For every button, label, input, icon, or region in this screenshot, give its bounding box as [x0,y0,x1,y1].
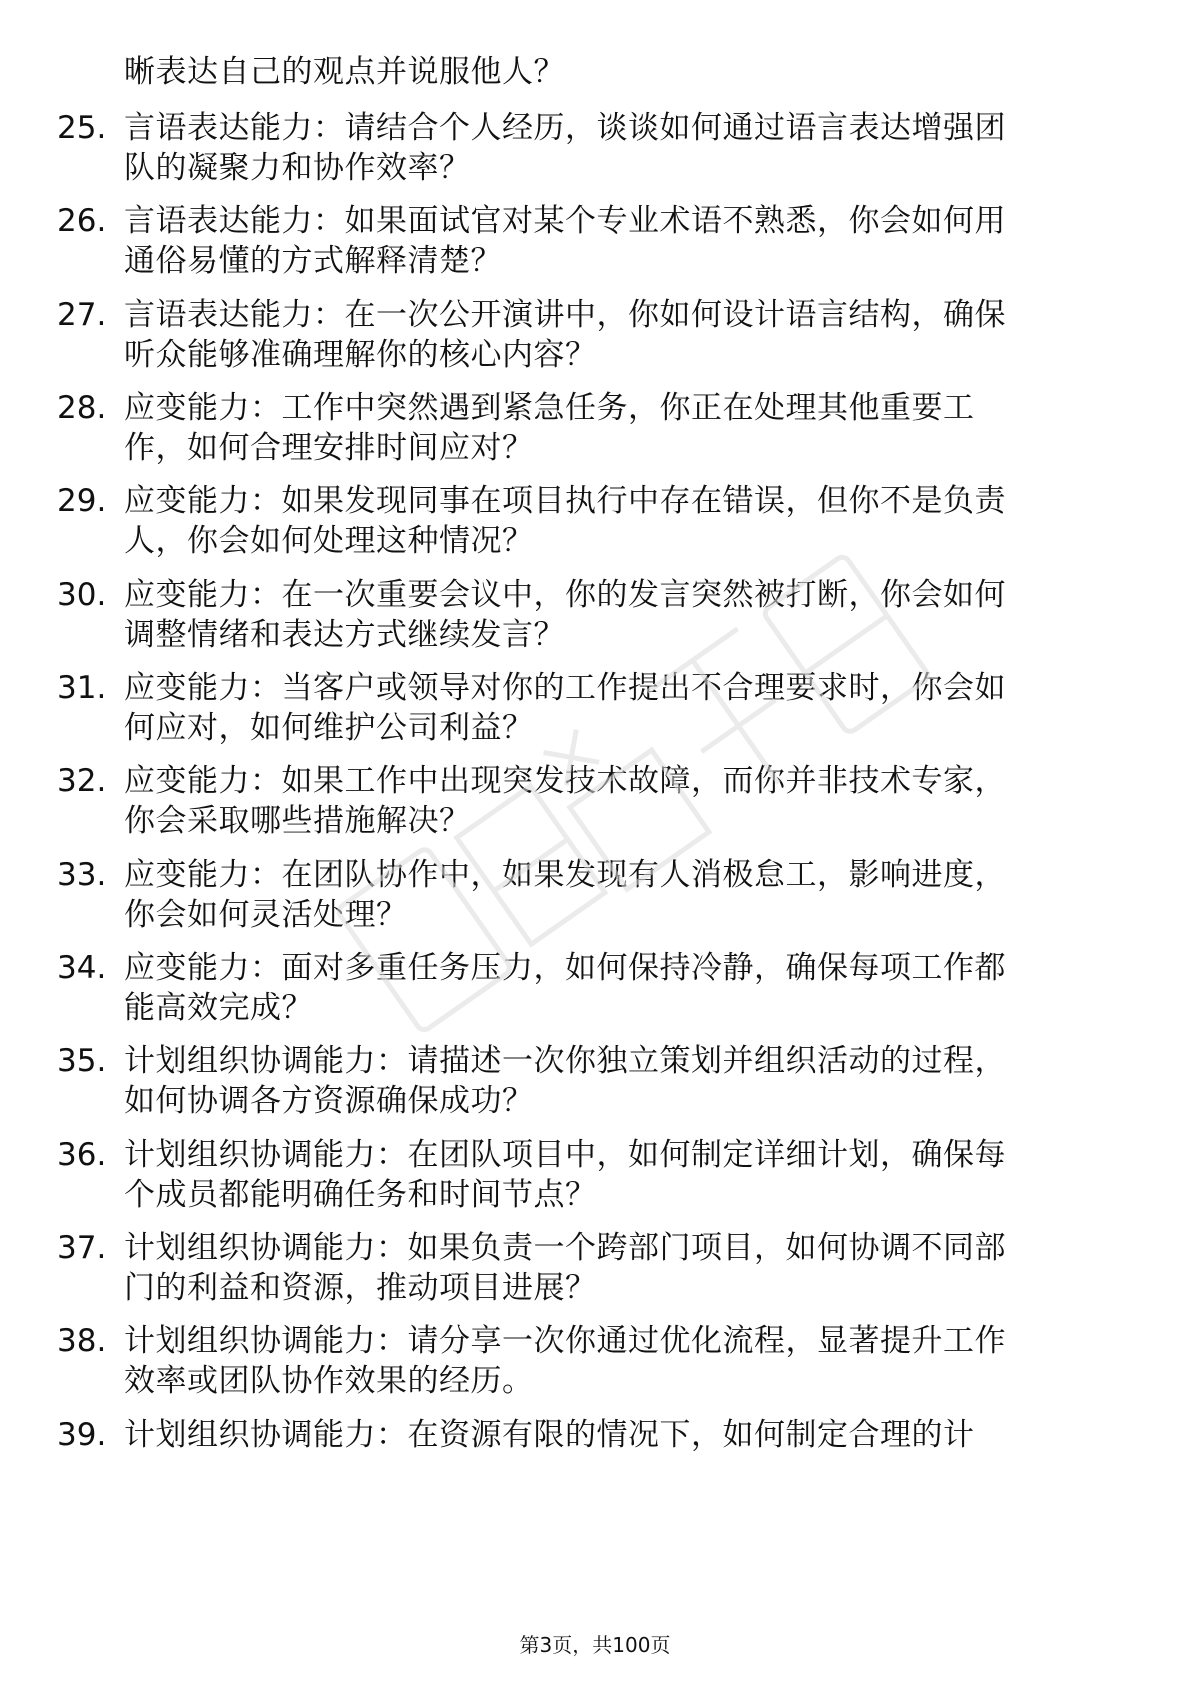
question-number: 25. [57,110,107,146]
question-text-line: 言语表达能力：请结合个人经历，谈谈如何通过语言表达增强团 [124,110,1006,146]
question-text-line: 言语表达能力：在一次公开演讲中，你如何设计语言结构，确保 [124,297,1006,333]
question-number: 30. [57,577,107,613]
question-number: 27. [57,297,107,333]
question-text-line: 言语表达能力：如果面试官对某个专业术语不熟悉，你会如何用 [124,203,1006,239]
question-number: 37. [57,1230,107,1266]
question-text-line: 通俗易懂的方式解释清楚？ [124,243,502,279]
question-number: 35. [57,1043,107,1079]
question-text-line: 调整情绪和表达方式继续发言？ [124,617,565,653]
question-text-line: 应变能力：在一次重要会议中，你的发言突然被打断，你会如何 [124,577,1006,613]
question-number: 31. [57,670,107,706]
question-text-line: 应变能力：工作中突然遇到紧急任务，你正在处理其他重要工 [124,390,975,426]
question-text-line: 队的凝聚力和协作效率？ [124,150,471,186]
question-text-line: 你会采取哪些措施解决？ [124,803,471,839]
question-number: 29. [57,483,107,519]
page-number-footer: 第3页，共100页 [519,1633,671,1657]
question-text-line: 计划组织协调能力：请描述一次你独立策划并组织活动的过程， [124,1043,1006,1079]
question-text-line: 计划组织协调能力：如果负责一个跨部门项目，如何协调不同部 [124,1230,1006,1266]
question-text-line: 如何协调各方资源确保成功？ [124,1083,534,1119]
question-text-line: 计划组织协调能力：在资源有限的情况下，如何制定合理的计 [124,1417,975,1453]
question-text-line: 听众能够准确理解你的核心内容？ [124,337,597,373]
question-text-line: 计划组织协调能力：在团队项目中，如何制定详细计划，确保每 [124,1137,1006,1173]
question-number: 33. [57,857,107,893]
question-text-line: 应变能力：如果发现同事在项目执行中存在错误，但你不是负责 [124,483,1006,519]
question-text-line: 应变能力：在团队协作中，如果发现有人消极怠工，影响进度， [124,857,1006,893]
question-number: 34. [57,950,107,986]
question-text-line: 应变能力：当客户或领导对你的工作提出不合理要求时，你会如 [124,670,1006,706]
continuation-line: 晰表达自己的观点并说服他人？ [124,54,565,90]
question-text-line: 能高效完成？ [124,990,313,1026]
question-text-line: 计划组织协调能力：请分享一次你通过优化流程，显著提升工作 [124,1323,1006,1359]
question-number: 39. [57,1417,107,1453]
question-text-line: 效率或团队协作效果的经历。 [124,1363,534,1399]
question-number: 28. [57,390,107,426]
question-number: 38. [57,1323,107,1359]
question-text-line: 人，你会如何处理这种情况？ [124,523,534,559]
question-text-line: 应变能力：如果工作中出现突发技术故障，而你并非技术专家， [124,763,1006,799]
question-number: 26. [57,203,107,239]
question-number: 32. [57,763,107,799]
question-text-line: 何应对，如何维护公司利益？ [124,710,534,746]
question-text-line: 门的利益和资源，推动项目进展？ [124,1270,597,1306]
question-number: 36. [57,1137,107,1173]
question-text-line: 作，如何合理安排时间应对？ [124,430,534,466]
question-text-line: 个成员都能明确任务和时间节点？ [124,1177,597,1213]
question-text-line: 应变能力：面对多重任务压力，如何保持冷静，确保每项工作都 [124,950,1006,986]
question-text-line: 你会如何灵活处理？ [124,897,408,933]
